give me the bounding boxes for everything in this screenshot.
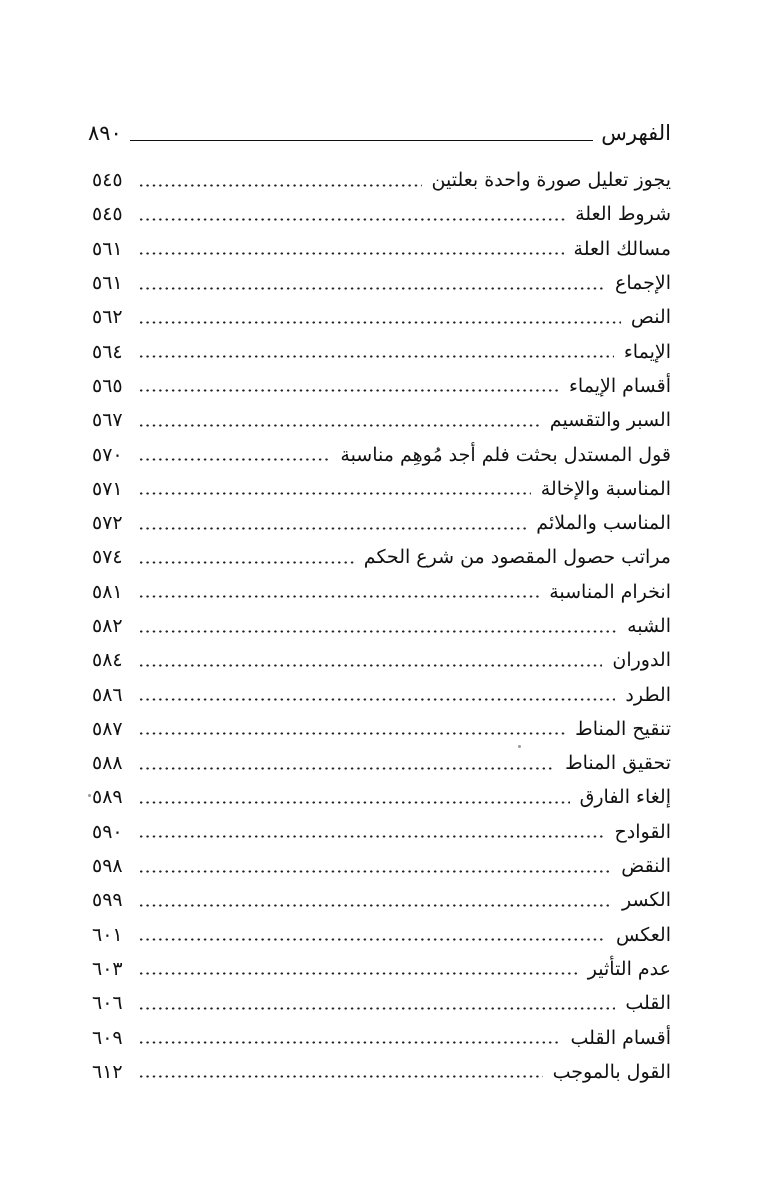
index-entry bbox=[92, 334, 671, 368]
index-entry bbox=[92, 918, 671, 952]
entry-page-number: ٥٦٢ bbox=[92, 306, 123, 329]
page-header bbox=[88, 116, 671, 146]
index-list bbox=[92, 163, 671, 1089]
dot-leader bbox=[138, 732, 565, 735]
dot-leader bbox=[138, 870, 611, 873]
index-entry bbox=[92, 403, 671, 437]
entry-title: المناسب والملائم bbox=[536, 512, 671, 535]
index-entry bbox=[92, 163, 671, 197]
index-entry bbox=[92, 815, 671, 849]
entry-page-number: ٥٨١ bbox=[92, 580, 123, 603]
entry-title: المناسبة والإخالة bbox=[540, 477, 671, 500]
entry-page-number: ٥٧١ bbox=[92, 477, 123, 500]
entry-title: شروط العلة bbox=[575, 203, 671, 226]
header-page-number: ٨٩٠ bbox=[88, 121, 122, 145]
entry-title: الكسر bbox=[622, 889, 671, 912]
entry-page-number: ٥٩٨ bbox=[92, 855, 123, 878]
dot-leader bbox=[138, 698, 615, 701]
dot-leader bbox=[138, 595, 539, 598]
entry-page-number: ٥٧٤ bbox=[92, 546, 123, 569]
index-entry bbox=[92, 300, 671, 334]
entry-page-number: ٥٩٩ bbox=[92, 889, 123, 912]
dot-leader bbox=[138, 355, 614, 358]
entry-title: القلب bbox=[625, 992, 671, 1015]
index-entry bbox=[92, 780, 671, 814]
index-entry bbox=[92, 677, 671, 711]
entry-title: انخرام المناسبة bbox=[549, 580, 671, 603]
index-entry bbox=[92, 986, 671, 1020]
index-entry bbox=[92, 643, 671, 677]
dot-leader bbox=[138, 184, 422, 187]
entry-title: النص bbox=[630, 306, 671, 329]
index-entry bbox=[92, 266, 671, 300]
dot-leader bbox=[138, 321, 621, 324]
index-entry bbox=[92, 472, 671, 506]
header-rule bbox=[130, 140, 593, 141]
dot-leader bbox=[138, 218, 565, 221]
entry-title: الطرد bbox=[625, 683, 671, 706]
entry-title: القوادح bbox=[614, 820, 671, 843]
dot-leader bbox=[138, 527, 526, 530]
index-entry bbox=[92, 197, 671, 231]
dot-leader bbox=[138, 1075, 543, 1078]
index-entry bbox=[92, 437, 671, 471]
entry-title: عدم التأثير bbox=[587, 957, 671, 980]
entry-title: النقض bbox=[621, 855, 671, 878]
entry-page-number: ٥٧٢ bbox=[92, 512, 123, 535]
dot-leader bbox=[138, 767, 555, 770]
entry-page-number: ٦٠٣ bbox=[92, 957, 123, 980]
header-title: الفهرس bbox=[601, 121, 671, 145]
entry-title: القول بالموجب bbox=[552, 1060, 671, 1083]
entry-title: أقسام القلب bbox=[570, 1026, 671, 1049]
index-entry bbox=[92, 369, 671, 403]
entry-title: تنقيح المناط bbox=[575, 717, 671, 740]
index-entry bbox=[92, 232, 671, 266]
index-entry bbox=[92, 609, 671, 643]
dot-leader bbox=[138, 904, 612, 907]
entry-page-number: ٦٠٩ bbox=[92, 1026, 123, 1049]
index-entry bbox=[92, 540, 671, 574]
entry-page-number: ٥٦٥ bbox=[92, 374, 123, 397]
dot-leader bbox=[138, 561, 354, 564]
entry-title: الإيماء bbox=[623, 340, 671, 363]
dot-leader bbox=[138, 1007, 615, 1010]
entry-title: قول المستدل بحثت فلم أجد مُوهِم مناسبة bbox=[340, 443, 671, 466]
index-entry bbox=[92, 952, 671, 986]
index-entry bbox=[92, 883, 671, 917]
entry-page-number: ٦١٢ bbox=[92, 1060, 123, 1083]
entry-title: تحقيق المناط bbox=[565, 752, 671, 775]
paper-speck bbox=[88, 794, 91, 797]
entry-page-number: ٥٤٥ bbox=[92, 203, 123, 226]
index-entry bbox=[92, 1055, 671, 1089]
dot-leader bbox=[138, 424, 540, 427]
dot-leader bbox=[138, 630, 617, 633]
entry-title: مسالك العلة bbox=[573, 237, 671, 260]
entry-page-number: ٥٨٨ bbox=[92, 752, 123, 775]
entry-page-number: ٥٨٩ bbox=[92, 786, 123, 809]
entry-page-number: ٥٨٦ bbox=[92, 683, 123, 706]
index-entry bbox=[92, 575, 671, 609]
index-entry bbox=[92, 506, 671, 540]
paper-speck bbox=[518, 745, 521, 748]
dot-leader bbox=[138, 835, 605, 838]
entry-page-number: ٥٨٤ bbox=[92, 649, 123, 672]
entry-title: مراتب حصول المقصود من شرع الحكم bbox=[363, 546, 671, 569]
dot-leader bbox=[138, 492, 531, 495]
dot-leader bbox=[138, 458, 330, 461]
entry-title: يجوز تعليل صورة واحدة بعلتين bbox=[431, 169, 671, 192]
dot-leader bbox=[138, 938, 606, 941]
entry-page-number: ٥٤٥ bbox=[92, 169, 123, 192]
entry-title: إلغاء الفارق bbox=[579, 786, 671, 809]
entry-page-number: ٥٨٢ bbox=[92, 615, 123, 637]
entry-page-number: ٥٧٠ bbox=[92, 443, 123, 466]
entry-title: العكس bbox=[616, 923, 671, 946]
entry-page-number: ٦٠٦ bbox=[92, 992, 123, 1015]
entry-title: الشبه bbox=[627, 615, 671, 637]
dot-leader bbox=[138, 801, 570, 804]
entry-page-number: ٥٦١ bbox=[92, 272, 123, 295]
entry-page-number: ٥٩٠ bbox=[92, 820, 123, 843]
dot-leader bbox=[138, 389, 559, 392]
dot-leader bbox=[138, 252, 564, 255]
entry-page-number: ٥٦٤ bbox=[92, 340, 123, 363]
entry-title: الإجماع bbox=[615, 272, 671, 295]
dot-leader bbox=[138, 972, 578, 975]
dot-leader bbox=[138, 287, 605, 290]
index-entry bbox=[92, 746, 671, 780]
index-entry bbox=[92, 1020, 671, 1054]
entry-page-number: ٦٠١ bbox=[92, 923, 123, 946]
entry-page-number: ٥٦١ bbox=[92, 237, 123, 260]
dot-leader bbox=[138, 664, 602, 667]
entry-title: أقسام الإيماء bbox=[568, 374, 671, 397]
entry-page-number: ٥٨٧ bbox=[92, 717, 123, 740]
dot-leader bbox=[138, 1041, 560, 1044]
entry-title: الدوران bbox=[612, 649, 671, 672]
index-entry bbox=[92, 712, 671, 746]
entry-title: السبر والتقسيم bbox=[549, 409, 671, 432]
entry-page-number: ٥٦٧ bbox=[92, 409, 123, 432]
index-entry bbox=[92, 849, 671, 883]
